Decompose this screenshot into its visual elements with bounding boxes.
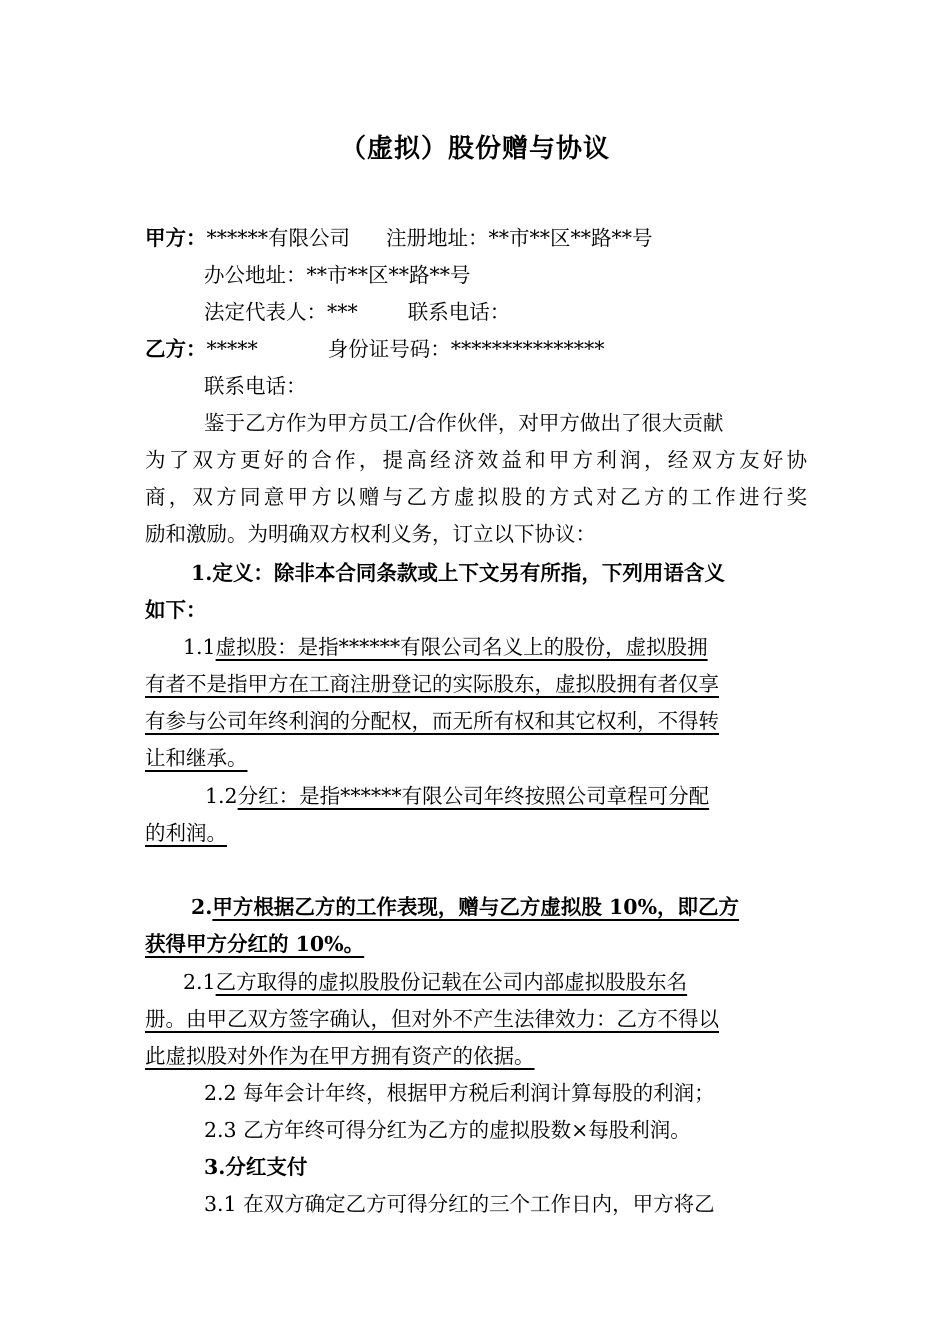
clause-1-1-line-2: 有者不是指甲方在工商注册登记的实际股东，虚拟股拥有者仅享 [145, 672, 719, 696]
party-b-id-number: 身份证号码：*************** [327, 337, 605, 361]
clause-1-2-text: 分红：是指******有限公司年终按照公司章程可分配 [237, 784, 710, 808]
sec2-heading-text: 甲方根据乙方的工作表现，赠与乙方虚拟股 10%，即乙方 [212, 895, 740, 919]
clause-2-1-line-1 [183, 964, 687, 1000]
party-b-line [145, 331, 605, 367]
clause-1-1-line-1 [183, 629, 708, 665]
party-a-line [145, 220, 653, 256]
preamble-line-4: 励和激励。为明确双方权利义务，订立以下协议： [145, 522, 596, 546]
sec2-heading-line-1 [191, 889, 739, 925]
preamble-line-3: 商，双方同意甲方以赠与乙方虚拟股的方式对乙方的工作进行奖 [145, 485, 807, 509]
clause-2-1-line-2: 册。由甲乙双方签字确认，但对外不产生法律效力：乙方不得以 [145, 1007, 719, 1031]
clause-1-1-line-4: 让和继承。 [145, 746, 248, 770]
sec1-heading-line-1: 1.定义：除非本合同条款或上下文另有所指，下列用语含义 [191, 561, 725, 585]
party-a-office-address: 办公地址：**市**区**路**号 [204, 263, 471, 287]
document-title: （虚拟）股份赠与协议 [339, 134, 610, 164]
sec2-number: 2. [191, 895, 213, 919]
party-a-legal-rep: 法定代表人：*** [204, 300, 358, 324]
clause-1-1-text: 虚拟股：是指******有限公司名义上的股份，虚拟股拥 [215, 635, 708, 659]
clause-1-1-number: 1.1 [183, 635, 216, 659]
preamble-line-1: 鉴于乙方作为甲方员工/合作伙伴，对甲方做出了很大贡献 [204, 411, 724, 435]
clause-2-1-number: 2.1 [183, 970, 216, 994]
clause-1-1-line-3: 有参与公司年终利润的分配权，而无所有权和其它权利，不得转 [145, 709, 719, 733]
clause-2-3: 2.3 乙方年终可得分红为乙方的虚拟股数×每股利润。 [204, 1118, 691, 1142]
party-a-label: 甲方： [145, 226, 207, 250]
clause-1-2-line-2: 的利润。 [145, 821, 227, 845]
preamble-line-2: 为了双方更好的合作，提高经济效益和甲方利润，经双方友好协 [145, 448, 807, 472]
clause-1-2-number: 1.2 [205, 784, 238, 808]
party-a-name: ******有限公司 [206, 226, 350, 250]
sec2-heading-line-2: 获得甲方分红的 10%。 [145, 932, 365, 956]
party-b-phone: 联系电话： [204, 374, 307, 398]
clause-3-1: 3.1 在双方确定乙方可得分红的三个工作日内，甲方将乙 [204, 1192, 715, 1216]
clause-2-1-text: 乙方取得的虚拟股股份记载在公司内部虚拟股股东名 [215, 970, 688, 994]
party-a-phone: 联系电话： [407, 300, 511, 324]
sec3-heading: 3.分红支付 [204, 1155, 308, 1179]
clause-1-2-line-1 [205, 778, 709, 814]
party-b-name: ***** [206, 337, 258, 361]
sec1-heading-line-2: 如下： [145, 598, 207, 622]
clause-2-2: 2.2 每年会计年终，根据甲方税后利润计算每股的利润； [204, 1081, 715, 1105]
party-a-rep-line [204, 294, 510, 330]
party-a-reg-address: 注册地址：**市**区**路**号 [386, 226, 653, 250]
clause-2-1-line-3: 此虚拟股对外作为在甲方拥有资产的依据。 [145, 1044, 535, 1068]
party-b-label: 乙方： [145, 337, 207, 361]
